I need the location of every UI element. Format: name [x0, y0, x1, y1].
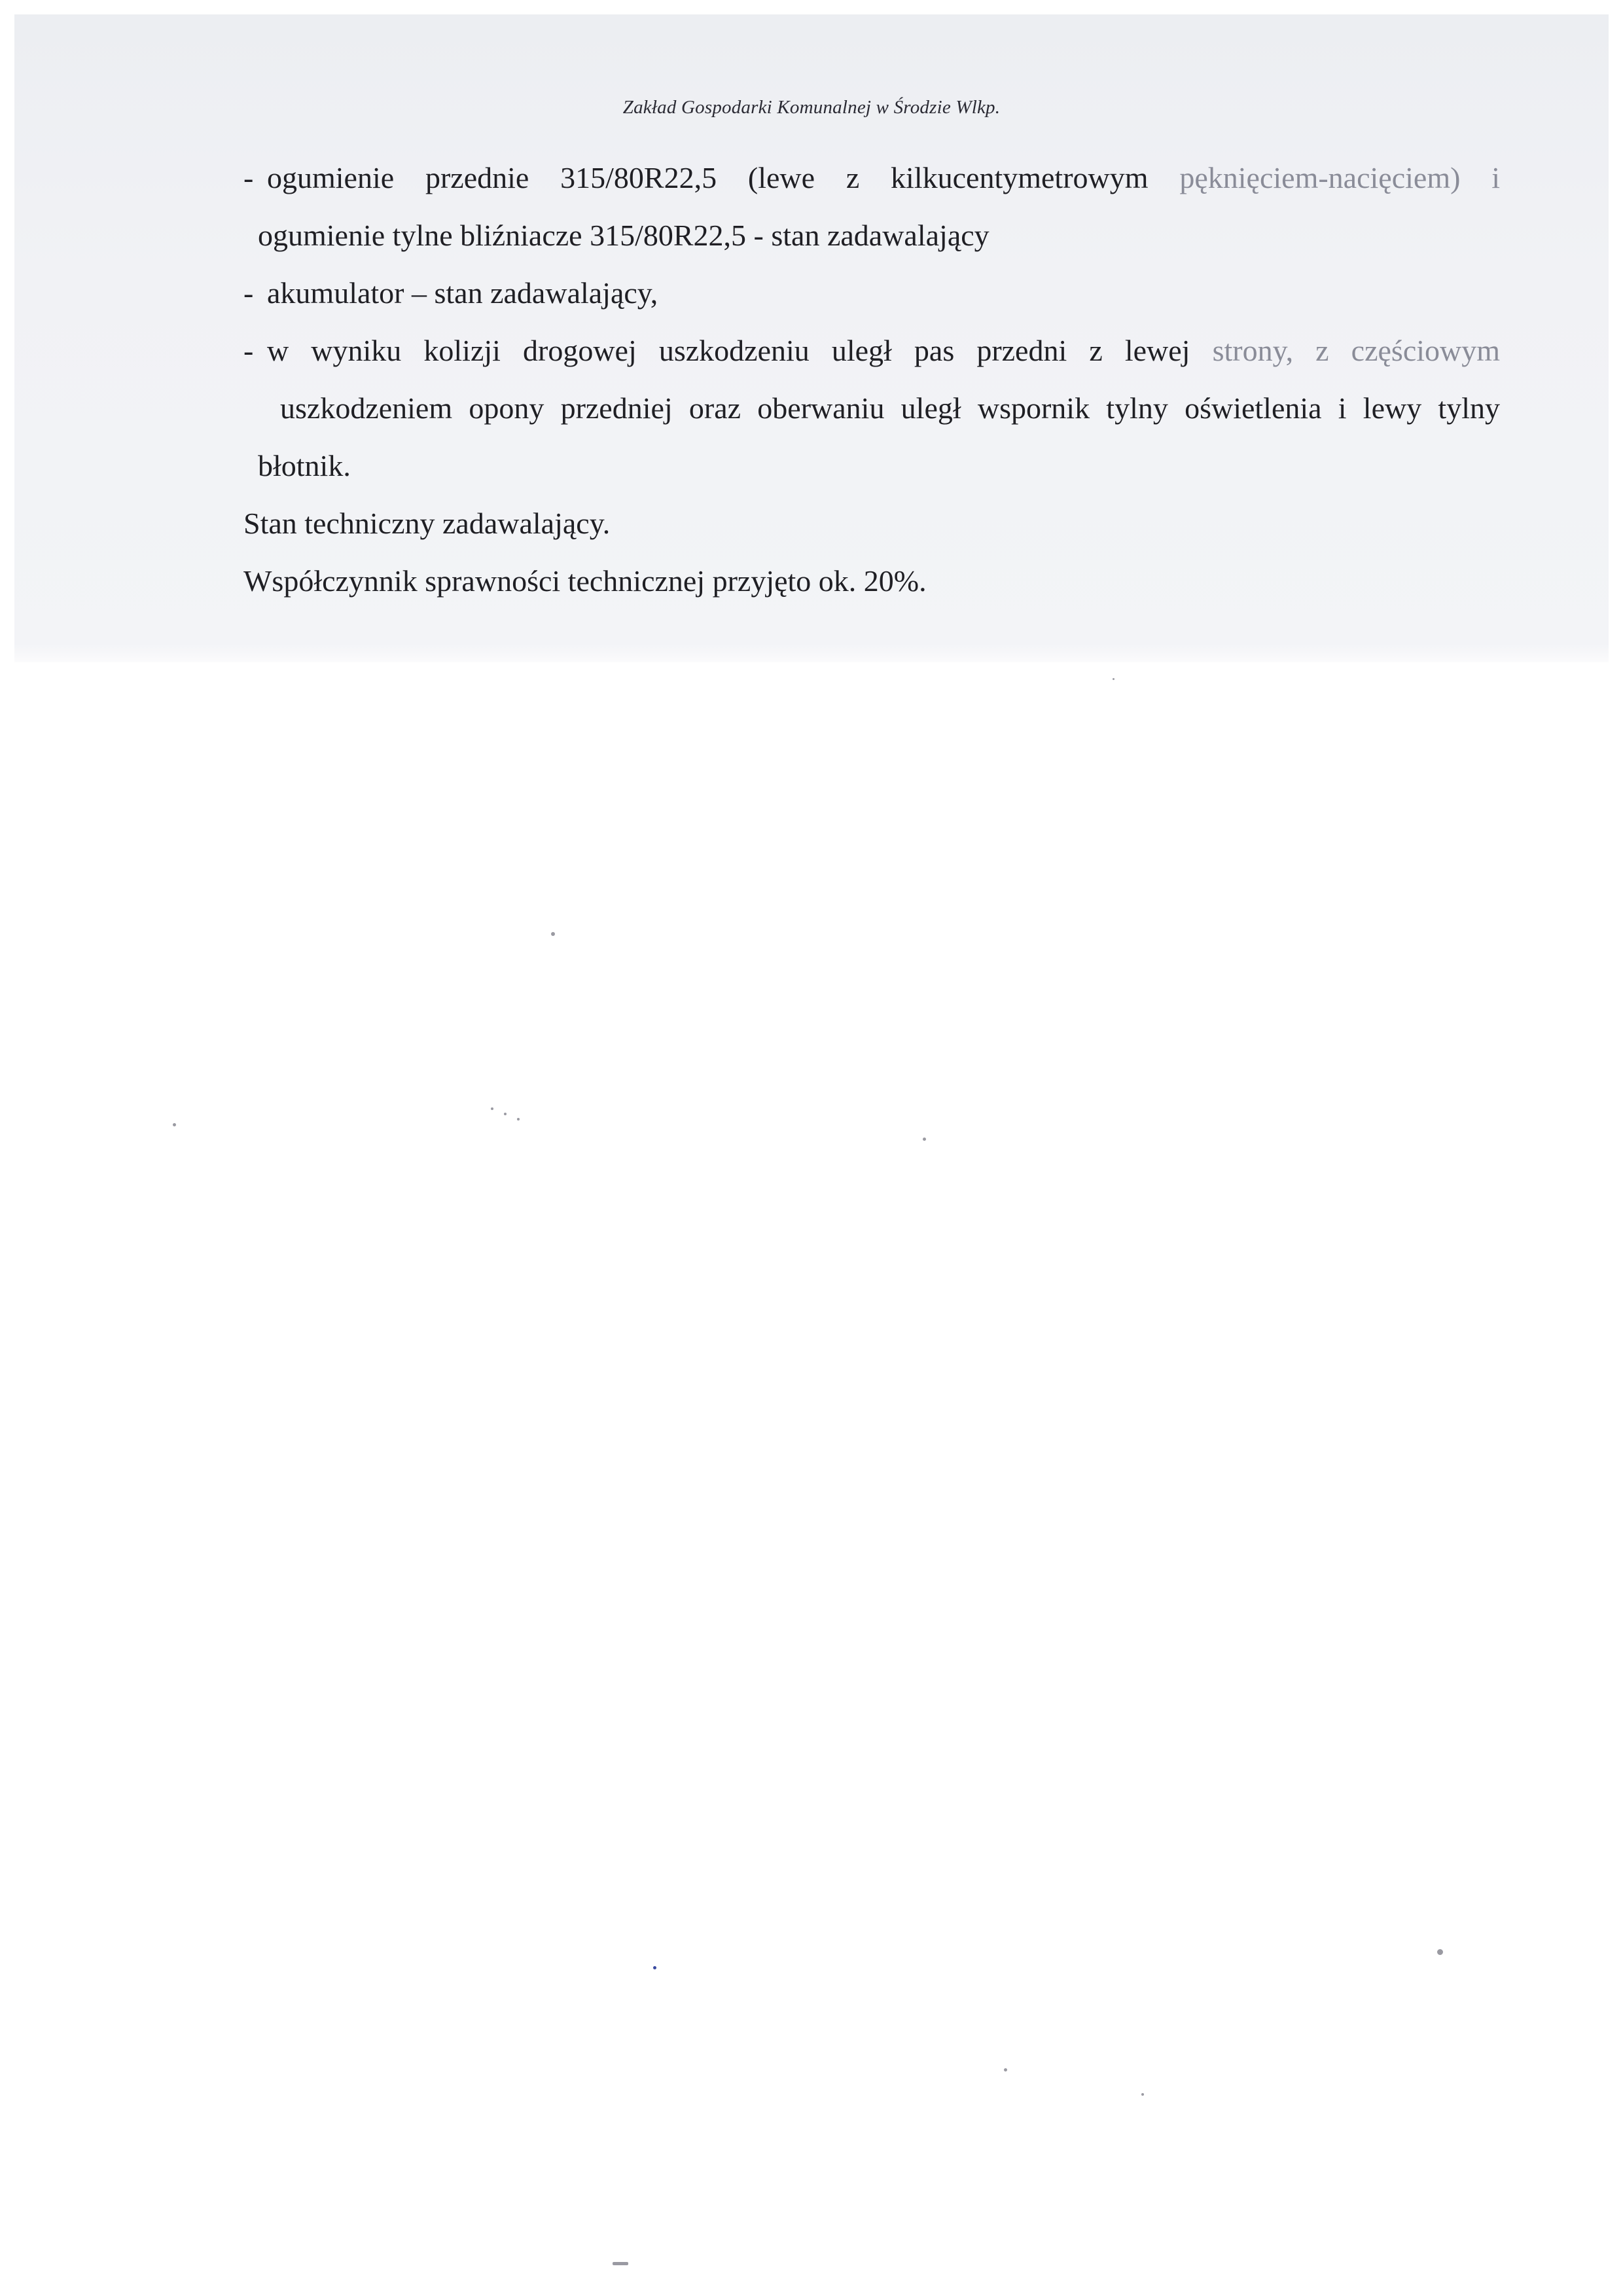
scan-speck: [504, 1113, 507, 1115]
coefficient-text: Współczynnik sprawności technicznej przyjęto ok. 20%.: [243, 564, 927, 598]
scan-speck: [923, 1138, 926, 1141]
list-item-continuation: uszkodzeniem opony przedniej oraz oberwaniu uległ wspornik tylny oświetlenia i lewy tylny: [280, 391, 1500, 425]
document-body: [243, 149, 1500, 610]
scan-speck: [1141, 2093, 1144, 2096]
list-item: [243, 322, 1500, 380]
list-item-text: akumulator – stan zadawalający,: [267, 276, 658, 310]
list-dash: -: [243, 334, 254, 367]
list-item-text: [267, 149, 1500, 207]
scan-speck: [1004, 2068, 1007, 2072]
page-header: Zakład Gospodarki Komunalnej w Środzie Wlkp.: [622, 97, 1001, 118]
scan-speck: [613, 2262, 628, 2265]
scan-edge: [0, 0, 14, 2296]
text-run: w wyniku kolizji drogowej uszkodzeniu uległ pas przedni z lewej: [267, 334, 1190, 367]
list-dash: -: [243, 161, 254, 194]
list-item-text: [267, 322, 1500, 380]
list-item-continuation: błotnik.: [258, 449, 351, 482]
list-item: [243, 149, 1500, 207]
scan-speck: [491, 1107, 493, 1110]
text-run: ogumienie przednie 315/80R22,5 (lewe z kilkucentymetrowym: [267, 161, 1149, 194]
list-item: [243, 264, 1500, 322]
scan-speck: [517, 1118, 520, 1121]
conclusion-text: Stan techniczny zadawalający.: [243, 507, 611, 540]
list-dash: -: [243, 276, 254, 310]
scan-speck: [653, 1966, 656, 1969]
text-run-faded: pęknięciem-nacięciem): [1179, 161, 1461, 194]
list-item-continuation: ogumienie tylne bliźniacze 315/80R22,5 - stan zadawalający: [258, 219, 990, 252]
scan-speck: [1437, 1949, 1443, 1955]
text-run-faded: strony, z częściowym: [1212, 334, 1501, 367]
scan-speck: [1113, 678, 1115, 680]
scan-speck: [551, 932, 555, 936]
text-run-faded: i: [1491, 161, 1501, 194]
scan-speck: [173, 1123, 176, 1126]
